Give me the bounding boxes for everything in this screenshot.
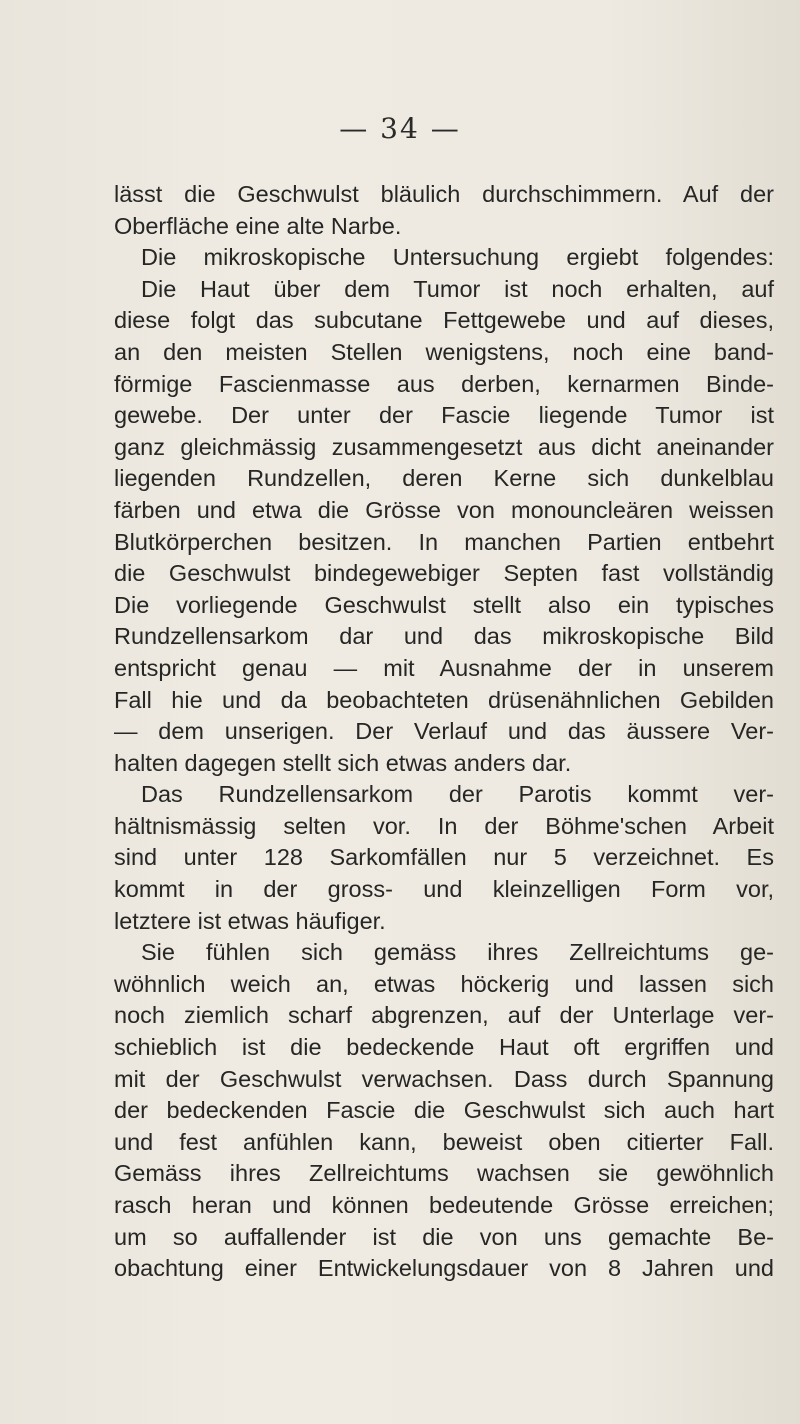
text-line: ganz gleichmässig zusammengesetzt aus dicht aneinander xyxy=(114,433,774,460)
text-line: Sie fühlen sich gemäss ihres Zellreichtums ge- xyxy=(141,939,774,966)
text-line: die Geschwulst bindegewebiger Septen fast vollständig xyxy=(114,560,774,587)
text-line: — dem unserigen. Der Verlauf und das äussere Ver- xyxy=(114,718,774,745)
text-line: lässt die Geschwulst bläulich durchschimmern. Auf der xyxy=(114,181,774,207)
text-line: Rundzellensarkom dar und das mikroskopische Bild xyxy=(114,623,774,650)
text-line: der bedeckenden Fascie die Geschwulst sich auch hart xyxy=(114,1097,774,1124)
text-line: mit der Geschwulst verwachsen. Dass durch Spannung xyxy=(114,1065,774,1092)
text-line: halten dagegen stellt sich etwas anders dar. xyxy=(114,749,572,776)
text-line: wöhnlich weich an, etwas höckerig und lassen sich xyxy=(114,970,774,997)
text-line: Die mikroskopische Untersuchung ergiebt folgendes: xyxy=(141,244,774,271)
text-line: an den meisten Stellen wenigstens, noch eine band- xyxy=(114,338,774,365)
text-line: sind unter 128 Sarkomfällen nur 5 verzeichnet. Es xyxy=(114,844,774,871)
text-line: Die Haut über dem Tumor ist noch erhalten, auf xyxy=(141,275,774,302)
text-line: Das Rundzellensarkom der Parotis kommt ver- xyxy=(141,781,774,808)
text-line: Blutkörperchen besitzen. In manchen Partien entbehrt xyxy=(114,528,774,555)
text-line: obachtung einer Entwickelungsdauer von 8 Jahren und xyxy=(114,1255,774,1282)
text-line: Oberfläche eine alte Narbe. xyxy=(114,212,402,239)
text-line: Die vorliegende Geschwulst stellt also ein typisches xyxy=(114,591,774,618)
page-number: — 34 — xyxy=(339,112,461,145)
text-line: rasch heran und können bedeutende Grösse erreichen; xyxy=(114,1192,774,1218)
text-line: färben und etwa die Grösse von monouncleären weissen xyxy=(114,496,774,523)
text-line: schieblich ist die bedeckende Haut oft ergriffen und xyxy=(114,1034,774,1061)
text-line: liegenden Rundzellen, deren Kerne sich dunkelblau xyxy=(114,465,774,492)
text-line: Gemäss ihres Zellreichtums wachsen sie gewöhnlich xyxy=(114,1160,774,1187)
text-line: entspricht genau — mit Ausnahme der in unserem xyxy=(114,654,774,681)
text-line: noch ziemlich scharf abgrenzen, auf der Unterlage ver- xyxy=(114,1002,774,1029)
text-line: letztere ist etwas häufiger. xyxy=(114,907,386,934)
text-line: gewebe. Der unter der Fascie liegende Tumor ist xyxy=(114,402,774,429)
text-line: diese folgt das subcutane Fettgewebe und auf dieses, xyxy=(114,307,774,334)
text-line: Fall hie und da beobachteten drüsenähnlichen Gebilden xyxy=(114,686,774,713)
text-line: hältnismässig selten vor. In der Böhme'schen Arbeit xyxy=(114,812,774,839)
body-text xyxy=(114,179,774,1285)
text-line: kommt in der gross- und kleinzelligen Form vor, xyxy=(114,876,774,903)
text-line: und fest anfühlen kann, beweist oben citierter Fall. xyxy=(114,1128,774,1155)
text-line: um so auffallender ist die von uns gemachte Be- xyxy=(114,1223,774,1250)
text-line: förmige Fascienmasse aus derben, kernarmen Binde- xyxy=(114,370,774,397)
